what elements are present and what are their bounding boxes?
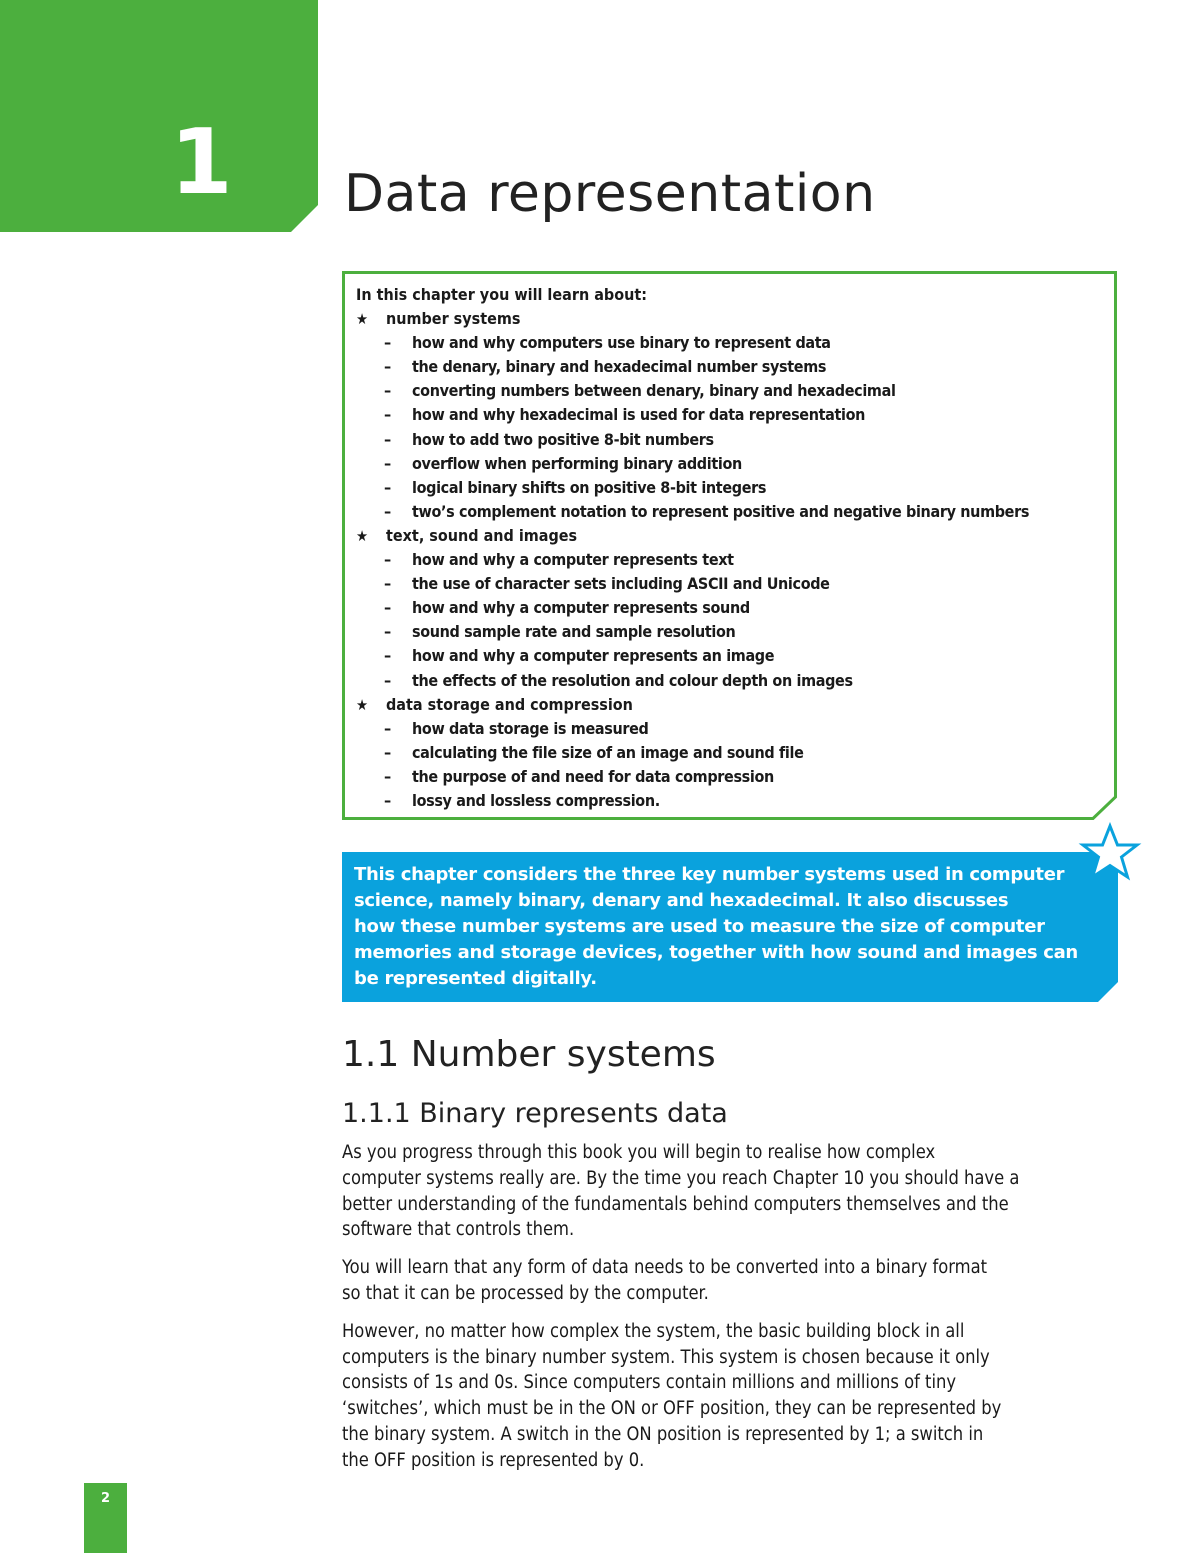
objective-item-text: lossy and lossless compression. [412,790,660,810]
bullet-dash-icon: – [384,646,392,666]
intro-line: science, namely binary, denary and hexadecimal. It also discusses [354,890,1009,911]
bullet-dash-icon: – [384,453,392,473]
body-paragraph [342,1255,1110,1307]
objectives-list [356,307,1107,813]
body-line: so that it can be processed by the computer. [342,1282,709,1304]
objective-item [356,620,1107,644]
objective-item [356,644,1107,668]
chapter-intro-box [342,852,1118,1002]
objective-item [356,452,1107,476]
objective-item [356,548,1107,572]
objective-topic-label: number systems [386,309,521,329]
body-line: ‘switches’, which must be in the ON or OFF position, they can be represented by [342,1398,1002,1420]
objective-item-text: the purpose of and need for data compression [412,766,774,786]
objective-item-text: how and why computers use binary to represent data [412,333,831,353]
objective-topic [356,693,1107,717]
bullet-dash-icon: – [384,670,392,690]
bullet-dash-icon: – [384,790,392,810]
objective-item [356,476,1107,500]
bullet-star-icon: ★ [356,695,369,714]
objective-item-text: how and why hexadecimal is used for data representation [412,405,866,425]
intro-line: how these number systems are used to measure the size of computer [354,916,1045,937]
body-line: software that controls them. [342,1219,575,1241]
intro-line: This chapter considers the three key number systems used in computer [354,864,1065,885]
objectives-heading: In this chapter you will learn about: [356,285,647,304]
objective-item-text: how and why a computer represents text [412,550,734,570]
bullet-dash-icon: – [384,718,392,738]
intro-line: memories and storage devices, together with how sound and images can [354,942,1078,963]
page-number: 2 [100,1491,111,1506]
bullet-dash-icon: – [384,766,392,786]
objective-topic-label: data storage and compression [386,694,633,714]
objective-item [356,717,1107,741]
page-number-tab [84,1483,127,1553]
objective-topic [356,524,1107,548]
objective-item-text: how and why a computer represents sound [412,598,750,618]
objective-item [356,355,1107,379]
objective-item-text: how and why a computer represents an image [412,646,775,666]
body-paragraph [342,1319,1110,1474]
body-line: However, no matter how complex the system, the basic building block in all [342,1320,965,1342]
objective-item [356,379,1107,403]
objective-item-text: two’s complement notation to represent positive and negative binary numbers [412,501,1030,521]
objective-item-text: converting numbers between denary, binary and hexadecimal [412,381,896,401]
body-text [342,1140,1110,1486]
body-line: computers is the binary number system. This system is chosen because it only [342,1346,990,1368]
chapter-number: 1 [170,110,233,215]
objective-item [356,331,1107,355]
body-line: You will learn that any form of data needs to be converted into a binary format [342,1257,988,1279]
body-line: As you progress through this book you will begin to realise how complex [342,1142,936,1163]
objective-item [356,428,1107,452]
body-line: the binary system. A switch in the ON position is represented by 1; a switch in [342,1423,984,1445]
star-icon [1078,822,1142,890]
body-line: better understanding of the fundamentals behind computers themselves and the [342,1193,1009,1215]
objective-topic [356,307,1107,331]
bullet-dash-icon: – [384,574,392,594]
body-line: the OFF position is represented by 0. [342,1449,645,1471]
subsection-heading: 1.1.1 Binary represents data [342,1098,728,1129]
objective-item [356,789,1107,813]
chapter-tab [0,0,318,232]
bullet-dash-icon: – [384,405,392,425]
body-paragraph [342,1140,1110,1243]
objective-item [356,403,1107,427]
objective-item [356,765,1107,789]
objective-item-text: sound sample rate and sample resolution [412,622,736,642]
bullet-dash-icon: – [384,477,392,497]
objective-topic-label: text, sound and images [386,525,578,545]
bullet-dash-icon: – [384,381,392,401]
objective-item-text: logical binary shifts on positive 8-bit integers [412,477,767,497]
bullet-star-icon: ★ [356,526,369,545]
bullet-dash-icon: – [384,429,392,449]
objective-item-text: how data storage is measured [412,718,649,738]
bullet-dash-icon: – [384,622,392,642]
body-line: consists of 1s and 0s. Since computers contain millions and millions of tiny [342,1372,957,1394]
bullet-dash-icon: – [384,333,392,353]
chapter-intro-text [354,862,1094,992]
chapter-title: Data representation [344,164,876,224]
body-line: computer systems really are. By the time you reach Chapter 10 you should have a [342,1167,1020,1189]
bullet-dash-icon: – [384,501,392,521]
objective-item [356,500,1107,524]
objective-item-text: the use of character sets including ASCII and Unicode [412,574,830,594]
bullet-dash-icon: – [384,742,392,762]
objective-item-text: calculating the file size of an image and sound file [412,742,804,762]
bullet-star-icon: ★ [356,310,369,329]
bullet-dash-icon: – [384,550,392,570]
learning-objectives-box [342,271,1117,820]
objective-item [356,669,1107,693]
objective-item-text: overflow when performing binary addition [412,453,742,473]
section-heading: 1.1 Number systems [342,1034,716,1075]
bullet-dash-icon: – [384,598,392,618]
objective-item [356,596,1107,620]
objective-item-text: how to add two positive 8-bit numbers [412,429,714,449]
bullet-dash-icon: – [384,357,392,377]
objective-item [356,741,1107,765]
objective-item-text: the denary, binary and hexadecimal number systems [412,357,827,377]
objective-item-text: the effects of the resolution and colour depth on images [412,670,853,690]
objective-item [356,572,1107,596]
intro-line: be represented digitally. [354,968,597,989]
